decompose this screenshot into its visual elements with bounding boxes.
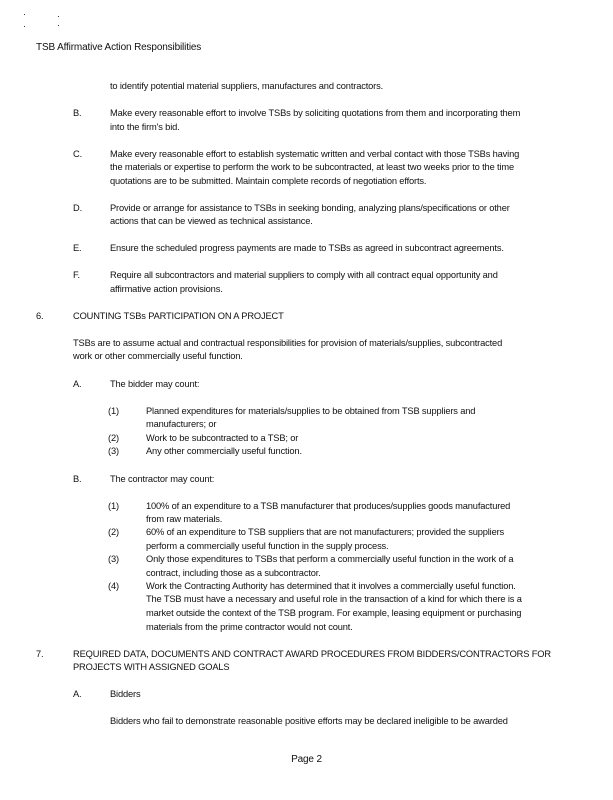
subitem-text: market outside the context of the TSB program. For example, leasing equipment or purchasing <box>146 608 522 618</box>
subitem-text: Any other commercially useful function. <box>146 446 302 456</box>
item-label: E. <box>73 243 82 253</box>
item-text: Ensure the scheduled progress payments are made to TSBs as agreed in subcontract agreements. <box>110 243 504 253</box>
subsection-text: The contractor may count: <box>110 474 215 484</box>
section-number: 6. <box>36 311 44 321</box>
page-number: Page 2 <box>291 754 322 765</box>
page-header-title: TSB Affirmative Action Responsibilities <box>36 42 202 53</box>
section-heading: COUNTING TSBs PARTICIPATION ON A PROJECT <box>73 311 284 321</box>
item-text: affirmative action provisions. <box>110 284 223 294</box>
subitem-label: (1) <box>108 406 119 416</box>
subitem-text: perform a commercially useful function in the supply process. <box>146 541 389 551</box>
item-label: B. <box>73 108 82 118</box>
subsection-label: B. <box>73 474 82 484</box>
scan-speck <box>24 26 25 27</box>
item-text: actions that can be viewed as technical assistance. <box>110 216 313 226</box>
subitem-text: Planned expenditures for materials/supplies to be obtained from TSB suppliers and <box>146 406 476 416</box>
subitem-text: Only those expenditures to TSBs that perform a commercially useful function in the work of a <box>146 554 514 564</box>
subitem-text: 60% of an expenditure to TSB suppliers that are not manufacturers; provided the suppliers <box>146 527 505 537</box>
subitem-text: Work to be subcontracted to a TSB; or <box>146 433 299 443</box>
subitem-text: contract, including those as a subcontractor. <box>146 568 321 578</box>
subsection-text: Bidders <box>110 689 141 699</box>
continuation-text: to identify potential material suppliers, manufactures and contractors. <box>110 81 384 91</box>
scan-speck <box>58 25 59 26</box>
subitem-text: materials from the prime contractor would not count. <box>146 622 353 632</box>
subitem-text: The TSB must have a necessary and useful role in the transaction of a kind for which there is a <box>146 594 522 604</box>
subsection-text: The bidder may count: <box>110 379 200 389</box>
item-text: Make every reasonable effort to establish systematic written and verbal contact with those TSBs having <box>110 149 520 159</box>
subitem-label: (2) <box>108 527 119 537</box>
item-label: C. <box>73 149 82 159</box>
subitem-text: 100% of an expenditure to a TSB manufacturer that produces/supplies goods manufactured <box>146 501 511 511</box>
item-text: the materials or expertise to perform the work to be subcontracted, at least two weeks prior to the time <box>110 162 514 172</box>
scan-speck <box>58 16 59 17</box>
subitem-label: (1) <box>108 501 119 511</box>
subitem-label: (4) <box>108 581 119 591</box>
scan-speck <box>24 14 25 15</box>
subitem-label: (3) <box>108 446 119 456</box>
item-text: Make every reasonable effort to involve TSBs by soliciting quotations from them and incorporating them <box>110 108 521 118</box>
item-label: D. <box>73 203 82 213</box>
item-text: quotations are to be submitted. Maintain complete records of negotiation efforts. <box>110 176 427 186</box>
subitem-label: (2) <box>108 433 119 443</box>
section-intro: work or other commercially useful function. <box>73 351 243 361</box>
section-heading: REQUIRED DATA, DOCUMENTS AND CONTRACT AWARD PROCEDURES FROM BIDDERS/CONTRACTORS FOR <box>73 649 551 659</box>
item-text: Require all subcontractors and material suppliers to comply with all contract equal opportunity and <box>110 270 498 280</box>
section-number: 7. <box>36 649 44 659</box>
item-text: into the firm's bid. <box>110 122 180 132</box>
subsection-label: A. <box>73 379 82 389</box>
item-text: Provide or arrange for assistance to TSBs in seeking bonding, analyzing plans/specifications or other <box>110 203 510 213</box>
subitem-label: (3) <box>108 554 119 564</box>
subitem-text: from raw materials. <box>146 514 223 524</box>
subsection-label: A. <box>73 689 82 699</box>
item-label: F. <box>73 270 80 280</box>
section-body: Bidders who fail to demonstrate reasonable positive efforts may be declared ineligible to be awarded <box>110 716 508 726</box>
section-intro: TSBs are to assume actual and contractual responsibilities for provision of materials/supplies, subcontracted <box>73 338 503 348</box>
section-heading: PROJECTS WITH ASSIGNED GOALS <box>73 662 230 672</box>
subitem-text: manufacturers; or <box>146 419 217 429</box>
subitem-text: Work the Contracting Authority has determined that it involves a commercially useful function. <box>146 581 516 591</box>
